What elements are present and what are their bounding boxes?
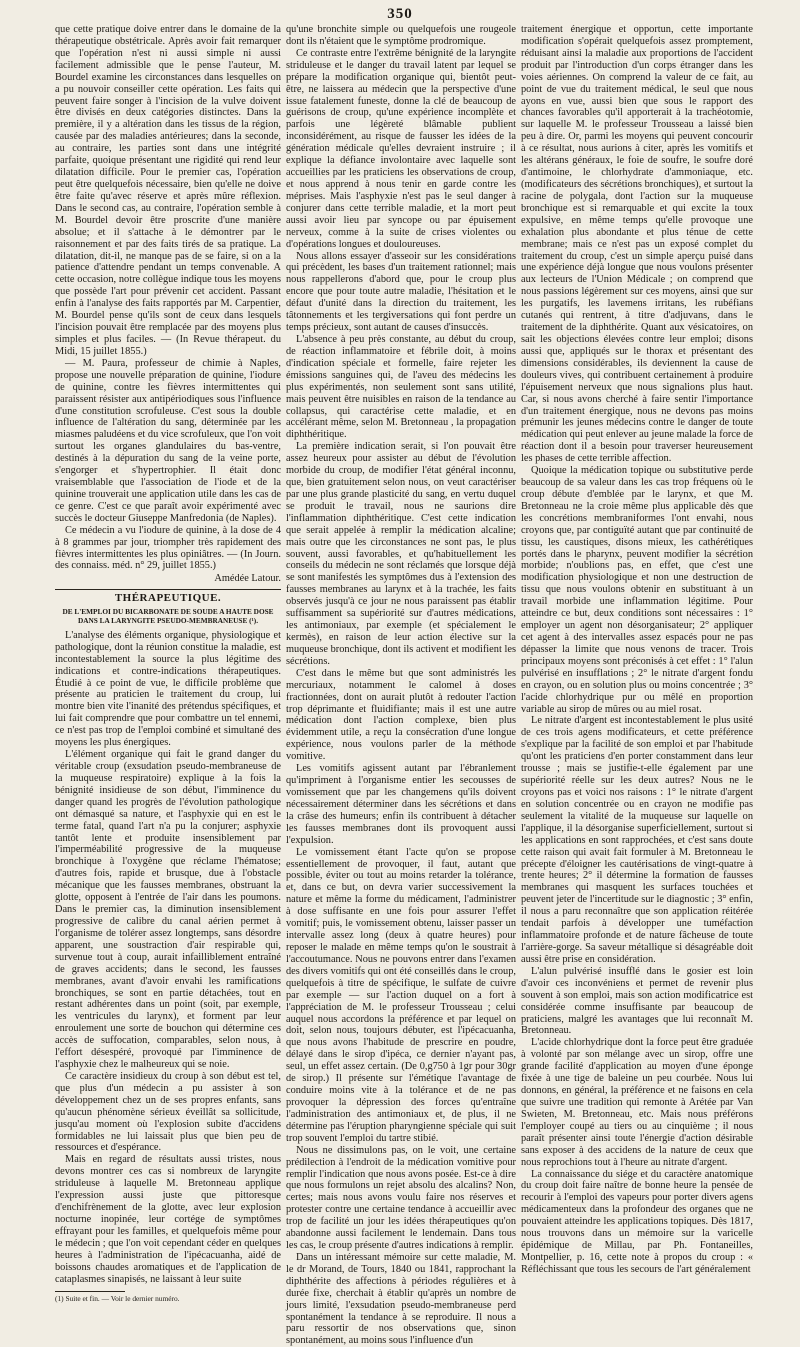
paragraph: Le vomissement étant l'acte qu'on se propose essentiellement de provoquer, il faut, autant que possible, éviter ou tout au moins retarder la tolérance, et, dans ce but, on devra varier successivement la nature et même la forme du médicament, l'administrer à dose suffisante en une fois pour assurer l'effet vomitif; puis, le vomissement obtenu, laisser passer un intervalle assez long (deux à quatre heures) pour reposer le malade en même temps qu'on le soustrait à l'accoutumance. Nous ne pouvons entrer dans l'examen des divers vomitifs qui ont été conseillés dans le croup, quelquefois à titre de spécifique, le sulfate de cuivre par exemple — sur l'action duquel on a fort à l'appréciation de M. le professeur Trousseau ; celui auquel nous accordons la préférence et par lequel on doit, selon nous, toujours débuter, est l'ipécacuanha, que nous avons l'habitude de prescrire en poudre, délayé dans le sirop d'ipéca, ce dernier n'ayant pas, seul, un effet assez certain. (De 0,g750 à 1gr pour 30gr de sirop.) Il présente sur l'émétique l'avantage de conduire moins vite à la tolérance et de ne pas provoquer la dépression des forces qu'entraîne l'administration des antimoniaux et, de plus, il ne détermine pas l'éruption pharyngienne spéciale qui suit trop souvent l'emploi du tartre stibié. <box>286 846 516 1144</box>
paragraph: qu'une bronchite simple ou quelquefois une rougeole dont ils n'étaient que le symptôme prodromique. <box>286 24 516 47</box>
page-number: 350 <box>387 6 413 22</box>
paragraph: Nous ne dissimulons pas, on le voit, une certaine prédilection à l'endroit de la médication vomitive pour remplir l'indication que nous avons posée. Est-ce à dire que nous formulons un rejet absolu des alcalins? Non, certes; mais nous avons voulu faire nos réserves et protester contre une certaine tendance à accueillir avec trop de facilité un jour les idées thérapeutiques qu'on abandonne aussi facilement le lendemain. Dans tous les cas, le croup présente d'autres indications à remplir. <box>286 1144 516 1252</box>
paragraph: traitement énergique et opportun, cette importante modification s'opérait quelquefois assez promptement, réduisant ainsi la maladie aux proportions de l'accident produit par l'introduction d'un corps étranger dans les voies aériennes. On comprend la valeur de ce fait, au point de vue du traitement médical, le seul que nous ayons en vue, aussi bien que sous le rapport des chances favorables qu'il apporterait à la trachéotomie, sur laquelle M. le professeur Trousseau a laissé bien peu à dire. Or, parmi les moyens qui peuvent concourir à ce résultat, nous aurions à citer, après les vomitifs et les altérans généraux, le foie de soufre, le soufre doré d'antimoine, le chlorhydrate d'ammoniaque, etc. (modificateurs des sécrétions bronchiques), et surtout la racine de polygala, dont l'action sur la muqueuse bronchique est si remarquable et qui excite la toux expulsive, en même temps qu'elle provoque une exhalation plus abondante et plus ténue de cette membrane; mais ce n'est pas un exposé complet du traitement du croup, c'est un simple aperçu puisé dans une expérience déjà longue que nous voulons présenter aux lecteurs de l'Union Médicale ; on comprend que nous passions légèrement sur ces moyens, ainsi que sur les purgatifs, les lavemens irritans, les rubéfians cutanés qui rentrent, à titre d'adjuvans, dans le traitement de la diphthérite. Quant aux vésicatoires, on sait les objections élevées contre leur emploi; disons aussi que, appliqués sur le thorax et présentant des dimensions considérables, ils deviennent la cause de douleurs vives, qui contribuent certainement à produire l'épuisement nerveux que nous signalions plus haut. Car, si nous avons cherché à faire sentir l'importance d'un traitement énergique, nous ne devons pas moins prémunir les jeunes médecins contre le danger de toute médication qui peut enlever au jeune malade la force de réaction dont il a besoin pour traverser heureusement les phases de cette terrible affection. <box>521 24 753 465</box>
paragraph: La première indication serait, si l'on pouvait être assez heureux pour assister au début de l'évolution morbide du croup, de modifier l'état général inconnu, que, bien gratuitement selon nous, on veut caractériser par une plus grande plasticité du sang, en vertu duquel se produit le travail, nous ne saurions dire l'inflammation diphthéritique. C'est cette indication que serait appelée à remplir la médication alcaline; mais outre que les circonstances ne sont pas, le plus souvent, aussi favorables, et qu'habituellement les conseils du médecin ne sont réclamés que lorsque déjà se sont manifestés les symptômes dus à l'extension des fausses membranes au larynx et à la trachée, les faits observés jusqu'à ce jour ne nous paraissent pas établir suffisamment sa supériorité sur d'autres médications, les antimoniaux, par exemple (et spécialement le kermès), en raison de leur action élective sur la muqueuse bronchique, dont ils activent et modifient les sécrétions. <box>286 441 516 667</box>
section-title: THÉRAPEUTIQUE. <box>55 589 281 605</box>
paragraph: Le nitrate d'argent est incontestablement le plus usité de ces trois agens modificateurs, et cette préférence s'explique par la facilité de son emploi et par l'habitude qu'ont les praticiens d'en porter constamment dans leur trousse ; mais se justifie-t-elle également par une supériorité réelle sur les deux autres? Nous ne le croyons pas et voici nos raisons : 1° le nitrate d'argent en solution concentrée ou en crayon ne modifie pas seulement la vitalité de la muqueuse sur laquelle on l'applique, il la désorganise superficiellement, surtout si les applications en sont rapprochées, et c'est sans doute cette raison qui avait fait formuler à M. Bretonneau le précepte d'éloigner les cautérisations de vingt-quatre à trente heures; 2° il détermine la formation de fausses membranes qui masquent les surfaces touchées et peuvent jeter de l'incertitude sur le diagnostic ; 3° enfin, il nous a paru reconnaître que son application réitérée tendait parfois à développer une tuméfaction inflammatoire profonde et de nature fâcheuse de toute l'arrière-gorge. Sa saveur métallique si désagréable doit aussi être prise en considération. <box>521 715 753 965</box>
paragraph: L'analyse des éléments organique, physiologique et pathologique, dont la réunion constitue la maladie, est incontestablement la source la plus légitime des indications et contre-indications thérapeutiques. Étudié à ce point de vue, le difficile problème que présente au praticien le traitement du croup, lui montre bien vite l'inanité des prétendus spécifiques, et lui fait comprendre que pour combattre un tel ennemi, ce n'est pas trop de l'emploi combiné et simultané des moyens les plus énergiques. <box>55 629 281 749</box>
paragraph: L'élément organique qui fait le grand danger du véritable croup (exsudation pseudo-membraneuse de la muqueuse respiratoire) explique à la fois la bénignité insidieuse de son début, l'imminence du danger quand les progrès de l'évolution pathologique ont démasqué sa nature, et l'asphyxie qui en est le terme fatal, quand l'art n'a pu la conjurer; asphyxie tantôt lente et produite insensiblement par l'imperméabilité progressive de la muqueuse bronchique à l'oxygène que réclame l'hématose; d'autres fois, rapide et brusque, due à l'obstacle mécanique que les fausses membranes, obstruant la glotte, opposent à l'entrée de l'air dans les poumons. Dans le premier cas, la diminution insensiblement progressive de calibre du canal aérien permet à l'organisme de tolérer assez longtemps, sans désordre apparent, une soustraction d'air respirable qui, survenue tout à coup, aurait infailliblement entraîné de graves accidents; dans le second, les fausses membranes, avant d'avoir envahi les ramifications bronchiques, se sont en partie détachées, tout en restant adhérentes dans un point (soit, par exemple, les ventricules du larynx), et forment par leur enroulement une sorte de bouchon qui détermine ces accès de suffocation, comparables, selon nous, à l'effort désespéré, provoqué par l'imminence de l'asphyxie chez le malheureux qui se noie. <box>55 749 281 1071</box>
paragraph: — M. Paura, professeur de chimie à Naples, propose une nouvelle préparation de quinine, l'iodure de quinine, contre les fièvres intermittentes qui paraissent résister aux antipériodiques sous l'influence d'une constitution scrofuleuse. C'est sous la double influence de l'altération du sang, déterminée par les miasmes paludéens et du vice scrofuleux, que l'on voit surtout les organes glandulaires du bas-ventre, destinés à la dépuration du sang de la veine porte, s'engorger et s'hypertrophier. Il était donc vraisemblable que l'association de l'iode et de la quinine trouverait une application utile dans les cas de ce genre. C'est ce que paraît avoir expérimenté avec succès le docteur Giuseppe Manfredonia (de Naples). <box>55 357 281 524</box>
paragraph: Quoique la médication topique ou substitutive perde beaucoup de sa valeur dans les cas trop fréquens où le croup débute d'emblée par le larynx, et que M. Bretonneau ne la croie même plus applicable dès que les concrétions membraniformes l'ont envahi, nous croyons que, par contiguïté autant que par continuité de tissu, les caustiques, disons mieux, les cathérétiques portés dans le pharynx, peuvent modifier la sécrétion morbide; n'oublions pas, en effet, que c'est une modification physiologique et non une destruction de tissu que nous voulons obtenir en substituant à un travail morbide une inflammation légitime. Pour atteindre ce but, deux conditions sont nécessaires : 1° employer un agent non désorganisateur; 2° appliquer cet agent à des intervalles assez espacés pour ne pas dépasser la limite que nous venons de tracer. Trois principaux moyens sont préconisés à cet effet : 1° l'alun pulvérisé en insufflations ; 2° le nitrate d'argent fondu en crayon, ou en solution plus ou moins concentrée ; 3° l'acide chlorhydrique pur ou mêlé en proportion variable au sirop de mûres ou au miel rosat. <box>521 465 753 715</box>
column-1 <box>55 24 281 1303</box>
paragraph: que cette pratique doive entrer dans le domaine de la thérapeutique obstétricale. Après avoir fait remarquer que l'opération n'est ni aussi simple ni aussi facilement admissible que le pense l'auteur, M. Bourdel examine les circonstances dans lesquelles on a pu nouvoir conseiller cette opération. Les faits qui peuvent faire songer à l'incision de la vulve doivent être divisés en deux catégories distinctes. Dans la première, il y a altération dans les tissus de la région, causée par des maladies antérieures; dans la seconde, au contraire, les parties sont dans une intégrité parfaite, quoique présentant une rigidité qui rend leur dilatation difficile. Pour le premier cas, l'opération peut être quelquefois nécessaire, bien qu'elle ne doive être faite qu'avec réserve et après mûre réflexion. Dans le second cas, au contraire, l'opération semble à M. Bourdel devoir être proscrite d'une manière absolue; et il s'attache à le démontrer par le raisonnement et par des faits tirés de sa pratique. La dilatation, dit-il, ne manque pas de se faire, si on a la patience d'attendre pendant un temps convenable. A cette occasion, notre collègue indique tous les moyens que possède l'art pour prévenir cet accident. Passant enfin à l'analyse des faits rapportés par M. Carpentier, M. Bourdel pense qu'ils sont de ceux dans lesquels l'incision pouvait être remplacée par des moyens plus simples et plus faciles. — (In Revue thérapeut. du Midi, 15 juillet 1855.) <box>55 24 281 357</box>
column-2 <box>286 24 516 1347</box>
paragraph: Nous allons essayer d'asseoir sur les considérations qui précèdent, les bases d'un traitement rationnel; mais nous rappellerons d'abord que, pour le croup plus encore que pour toute autre maladie, l'hésitation et le défaut d'unité dans la direction du traitement, les tâtonnements et les tergiversations qui font perdre un temps précieux, sont autant de causes d'insuccès. <box>286 250 516 334</box>
footnote: (1) Suite et fin. — Voir le dernier numéro. <box>55 1291 125 1303</box>
paragraph: C'est dans le même but que sont administrés les mercuriaux, notamment le calomel à doses fractionnées, dont on aurait plutôt à redouter l'action trop déprimante et fluidifiante; mais il est une autre médication dont l'action complexe, bien plus évidemment utile, a reçu la consécration d'une longue expérience, nous voulons parler de la méthode vomitive. <box>286 667 516 763</box>
column-3 <box>521 24 753 1275</box>
paragraph: Dans un intéressant mémoire sur cette maladie, M. le dr Morand, de Tours, 1840 ou 1841, rapprochant la diphthérite des affections à périodes régulières et à durée fixe, cherchait à établir qu'après un nombre de jours limité, l'exsudation pseudo-membraneuse perd spontanément la tendance à se reproduire. Il nous a paru ressortir de nos observations que, sinon spontanément, au moins sous l'influence d'un <box>286 1251 516 1347</box>
paragraph: Ce médecin a vu l'iodure de quinine, à la dose de 4 à 8 grammes par jour, triompher très rapidement des fièvres intermittentes les plus opiniâtres. — (In Journ. des connaiss. méd. n° 29, juillet 1855.) <box>55 524 281 572</box>
paragraph: L'acide chlorhydrique dont la force peut être graduée à volonté par son mélange avec un sirop, offre une grande facilité d'application au moyen d'une éponge fixée à une tige de baleine un peu courbée. Nous lui donnons, en général, la préférence et ne faisons en cela que suivre une tradition qui remonte à Arétée par Van Swieten, M. Bretonneau, etc. Mais nous préférons l'employer coupé au tiers ou au cinquième ; il nous paraît présenter ainsi toute l'énergie d'action désirable sans exposer à des accidens de la nature de ceux que nous reprochions tout à l'heure au nitrate d'argent. <box>521 1037 753 1168</box>
paragraph: Ce contraste entre l'extrême bénignité de la laryngite striduleuse et le danger du travail latent par lequel se prépare la modification organique qui, bientôt peut-être, ne laissera au médecin que la perspective d'une issue fatalement funeste, donne la clé de beaucoup de guérisons de croup, qu'une expérience incomplète et parfois une légèreté blâmable publient inconsidérément, au risque de fausser les idées de la génération médicale qu'elles devraient instruire ; il explique la défiance involontaire avec laquelle sont accueillies par les praticiens les observations de croup, et nous apprend à nous tenir en garde contre les méprises. Mais l'asphyxie n'est pas le seul danger à conjurer dans cette terrible maladie, et la mort peut aussi avoir lieu par syncope ou par épuisement nerveux, comme à la suite de crises violentes ou d'opérations longues et douloureuses. <box>286 47 516 250</box>
author-signature: Amédée Latour. <box>214 573 281 585</box>
paragraph: L'absence à peu près constante, au début du croup, de réaction inflammatoire et fébrile doit, à moins d'indication spéciale et formelle, faire rejeter les émissions sanguines qui, de l'aveu des médecins les plus expérimentés, non seulement sont sans utilité, mais peuvent être nuisibles en raison de la tendance au collapsus, qui caractérise cette maladie, et en accélérant même, selon M. Bretonneau , la propagation diphthéritique. <box>286 333 516 441</box>
paragraph: Mais en regard de résultats aussi tristes, nous devons montrer ces cas si nombreux de laryngite striduleuse à laquelle M. Bretonneau applique l'expression aussi juste que pittoresque d'enchifrènement de la glotte, avec leur explosion nocturne inopinée, leur cortége de symptômes effrayant pour les familles, et quelquefois même pour le médecin ; que l'on voit cependant céder en quelques heures à l'administration de l'ipécacuanha, aidé de boissons chaudes aromatiques et de l'application de cataplasmes sinapisés, ne laissant à leur suite <box>55 1154 281 1285</box>
article-title: DE L'EMPLOI DU BICARBONATE DE SOUDE A HAUTE DOSE DANS LA LARYNGITE PSEUDO-MEMBRANEUSE (¹). <box>62 607 274 626</box>
paragraph: La connaissance du siége et du caractère anatomique du croup doit faire naître de bonne heure la pensée de recourir à l'emploi des vapeurs pour porter divers agens médicamenteux dans la profondeur des organes que ne pouvaient atteindre les applications topiques. Dès 1817, nous trouvons dans un mémoire sur la varicelle épidémique de Millau, par Ph. Fontaneilles, Montpellier, p. 16, cette note à propos du croup : « Réfléchissant que tous les secours de l'art généralement <box>521 1168 753 1275</box>
paragraph: Les vomitifs agissent autant par l'ébranlement qu'impriment à l'organisme entier les secousses de vomissement que par les changemens qu'ils doivent nécessairement déterminer dans les sécrétions et dans la crâse des humeurs; enfin ils contribuent à détacher les fausses membranes dont ils provoquent aussi l'expulsion. <box>286 763 516 846</box>
paragraph: L'alun pulvérisé insufflé dans le gosier est loin d'avoir ces inconvéniens et permet de revenir plus souvent à son emploi, mais son action modificatrice est considérée comme insuffisante par beaucoup de praticiens, malgré les avantages que lui reconnaît M. Bretonneau. <box>521 965 753 1037</box>
paragraph: Ce caractère insidieux du croup à son début est tel, que plus d'un médecin a pu assister à son développement chez un de ses propres enfants, sans qu'aucun phénomène sérieux éveillât sa sollicitude, jusqu'au moment où l'explosion subite d'accidens formidables ne lui laissait plus que bien peu de ressources et d'espérance. <box>55 1070 281 1154</box>
